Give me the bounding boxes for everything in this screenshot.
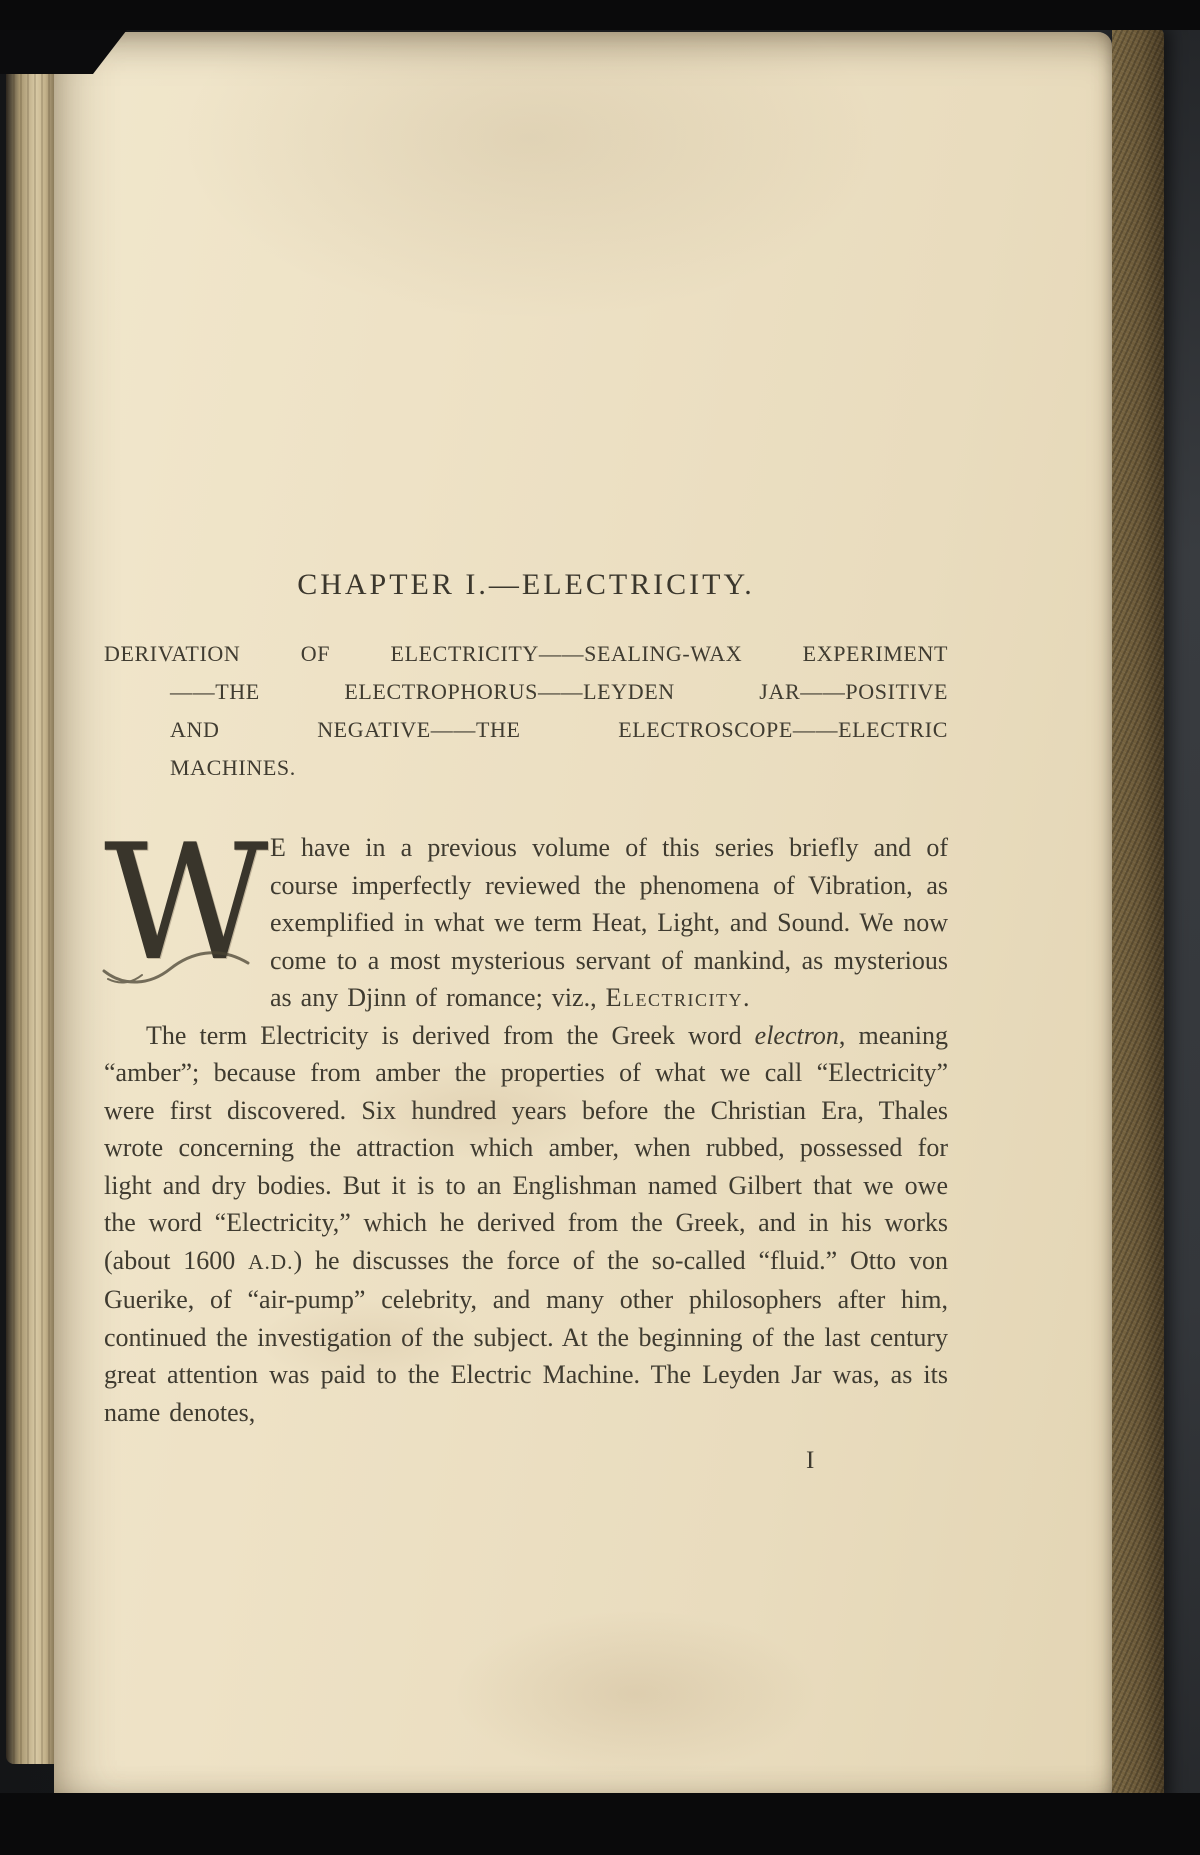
photo-bottom-border	[0, 1793, 1200, 1855]
subtitle-line: ——THE ELECTROPHORUS——LEYDEN JAR——POSITIVE	[170, 679, 948, 704]
paragraph-2-text: , meaning “amber”; because from amber the properties of what we call “Electricity” were first discovered. Six hundred years before the Christian Era, Thales wrote concerning the attraction which amber, when rubbed, possessed for light and dry bodies. But it is to an Englishman named Gilbert that we owe the word “Electricity,” which he derived from the Greek, and in his works (about 1600	[104, 1020, 949, 1275]
subtitle-line: DERIVATION OF ELECTRICITY——SEALING-WAX EXPERIMENT	[104, 641, 948, 666]
drop-cap-letter: W	[104, 809, 269, 996]
book-page	[54, 32, 1112, 1800]
page-content	[104, 32, 948, 1475]
ad-smallcaps: A.D.	[248, 1249, 294, 1274]
photo-top-border	[0, 0, 1200, 30]
page-number: I	[806, 1447, 815, 1474]
paragraph-2-text: The term Electricity is derived from the Greek word	[146, 1020, 755, 1050]
chapter-title: CHAPTER I.—ELECTRICITY.	[297, 568, 755, 601]
electricity-smallcaps: Electricity.	[605, 983, 751, 1012]
chapter-summary	[104, 635, 948, 787]
electron-italic: electron	[754, 1020, 839, 1050]
paragraph-2-text: ) he discusses the force of the so-called “fluid.” Otto von Guerike, of “air-pump” celebrity, and many other philosophers after him, continued the investigation of the subject. At the beginning of the last century great attention was paid to the Electric Machine. The Leyden Jar was, as its name denotes,	[104, 1245, 949, 1427]
subtitle-line: AND NEGATIVE——THE ELECTROSCOPE——ELECTRIC	[170, 717, 948, 742]
drop-cap-W	[104, 809, 269, 996]
dropcap-flourish-icon	[98, 941, 268, 987]
subtitle-line: MACHINES.	[170, 755, 296, 780]
book-cover-edge	[1112, 26, 1164, 1806]
page-stack-edge	[6, 52, 54, 1764]
paragraph-2	[104, 1017, 948, 1432]
paragraph-1-text: E have in a previous volume of this series briefly and of course imperfectly reviewed the phenomena of Vibration, as exemplified in what we term Heat, Light, and Sound. We now come to a most mysterious servant of mankind, as mysterious as any Djinn of romance; viz.,	[270, 833, 948, 1012]
paragraph-1	[104, 809, 948, 1017]
